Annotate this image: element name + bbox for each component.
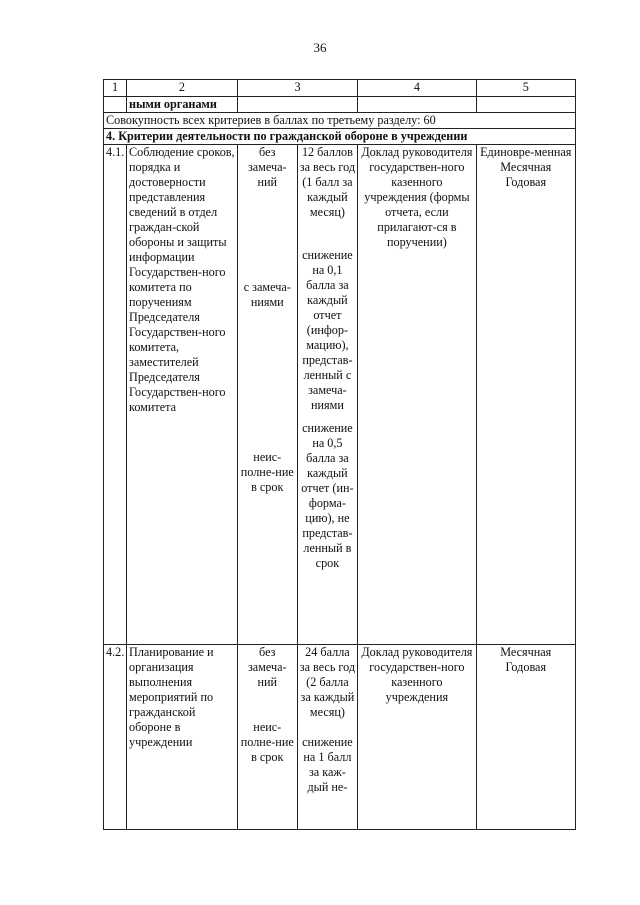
header-col-4: 4	[358, 80, 476, 97]
condition-scores	[297, 145, 358, 645]
header-col-1: 1	[104, 80, 127, 97]
condition-state: с замеча-ниями	[243, 280, 291, 309]
condition-score: 12 баллов за весь год (1 балл за каждый месяц)	[299, 145, 356, 219]
condition-score: 24 балла за весь год (2 балла за каждый месяц)	[299, 645, 356, 719]
condition-state: неис-полне-ние в срок	[240, 720, 294, 764]
condition-scores	[297, 645, 358, 830]
row-number: 4.2.	[104, 645, 127, 830]
criteria-table	[103, 79, 576, 830]
condition-score: снижение на 0,5 балла за каждый отчет (ин-форма-цию), не представ-ленный в срок	[301, 421, 354, 570]
page-number: 36	[313, 40, 327, 55]
header-col-3: 3	[237, 80, 357, 97]
row-number: 4.1.	[104, 145, 127, 645]
condition-states	[237, 145, 297, 645]
frequency: Единовре-менная Месячная Годовая	[476, 145, 575, 645]
section-total: Совокупность всех критериев в баллах по третьему разделу: 60	[104, 113, 576, 129]
condition-state: без замеча-ний	[247, 145, 287, 189]
table-row	[104, 145, 576, 645]
condition-states	[237, 645, 297, 830]
table-row	[104, 645, 576, 830]
continuation-row	[104, 97, 576, 113]
header-col-2: 2	[127, 80, 238, 97]
criterion-text: Планирование и организация выполнения мероприятий по гражданской обороне в учреждении	[127, 645, 238, 830]
section-title: 4. Критерии деятельности по гражданской обороне в учреждении	[104, 129, 576, 145]
condition-state: неис-полне-ние в срок	[240, 450, 294, 494]
header-row	[104, 80, 576, 97]
frequency: Месячная Годовая	[476, 645, 575, 830]
condition-state: без замеча-ний	[247, 645, 287, 689]
data-source: Доклад руководителя государствен-ного казенного учреждения	[358, 645, 476, 830]
header-col-5: 5	[476, 80, 575, 97]
criterion-text: Соблюдение сроков, порядка и достоверности представления сведений в отдел граждан-ской обороны и защиты информации Государствен-ного комитета по поручениям Председателя Государствен-ного комитета, заместителей Председателя Государствен-ного комитета	[127, 145, 238, 645]
condition-score: снижение на 1 балл за каж-дый не-	[302, 735, 353, 794]
section-total-row	[104, 113, 576, 129]
data-source: Доклад руководителя государствен-ного казенного учреждения (формы отчета, если прилагают-ся в поручении)	[358, 145, 476, 645]
continuation-text: ными органами	[127, 97, 238, 113]
section-title-row	[104, 129, 576, 145]
condition-score: снижение на 0,1 балла за каждый отчет (инфор-мацию), представ-ленный с замеча-ниями	[302, 248, 353, 412]
